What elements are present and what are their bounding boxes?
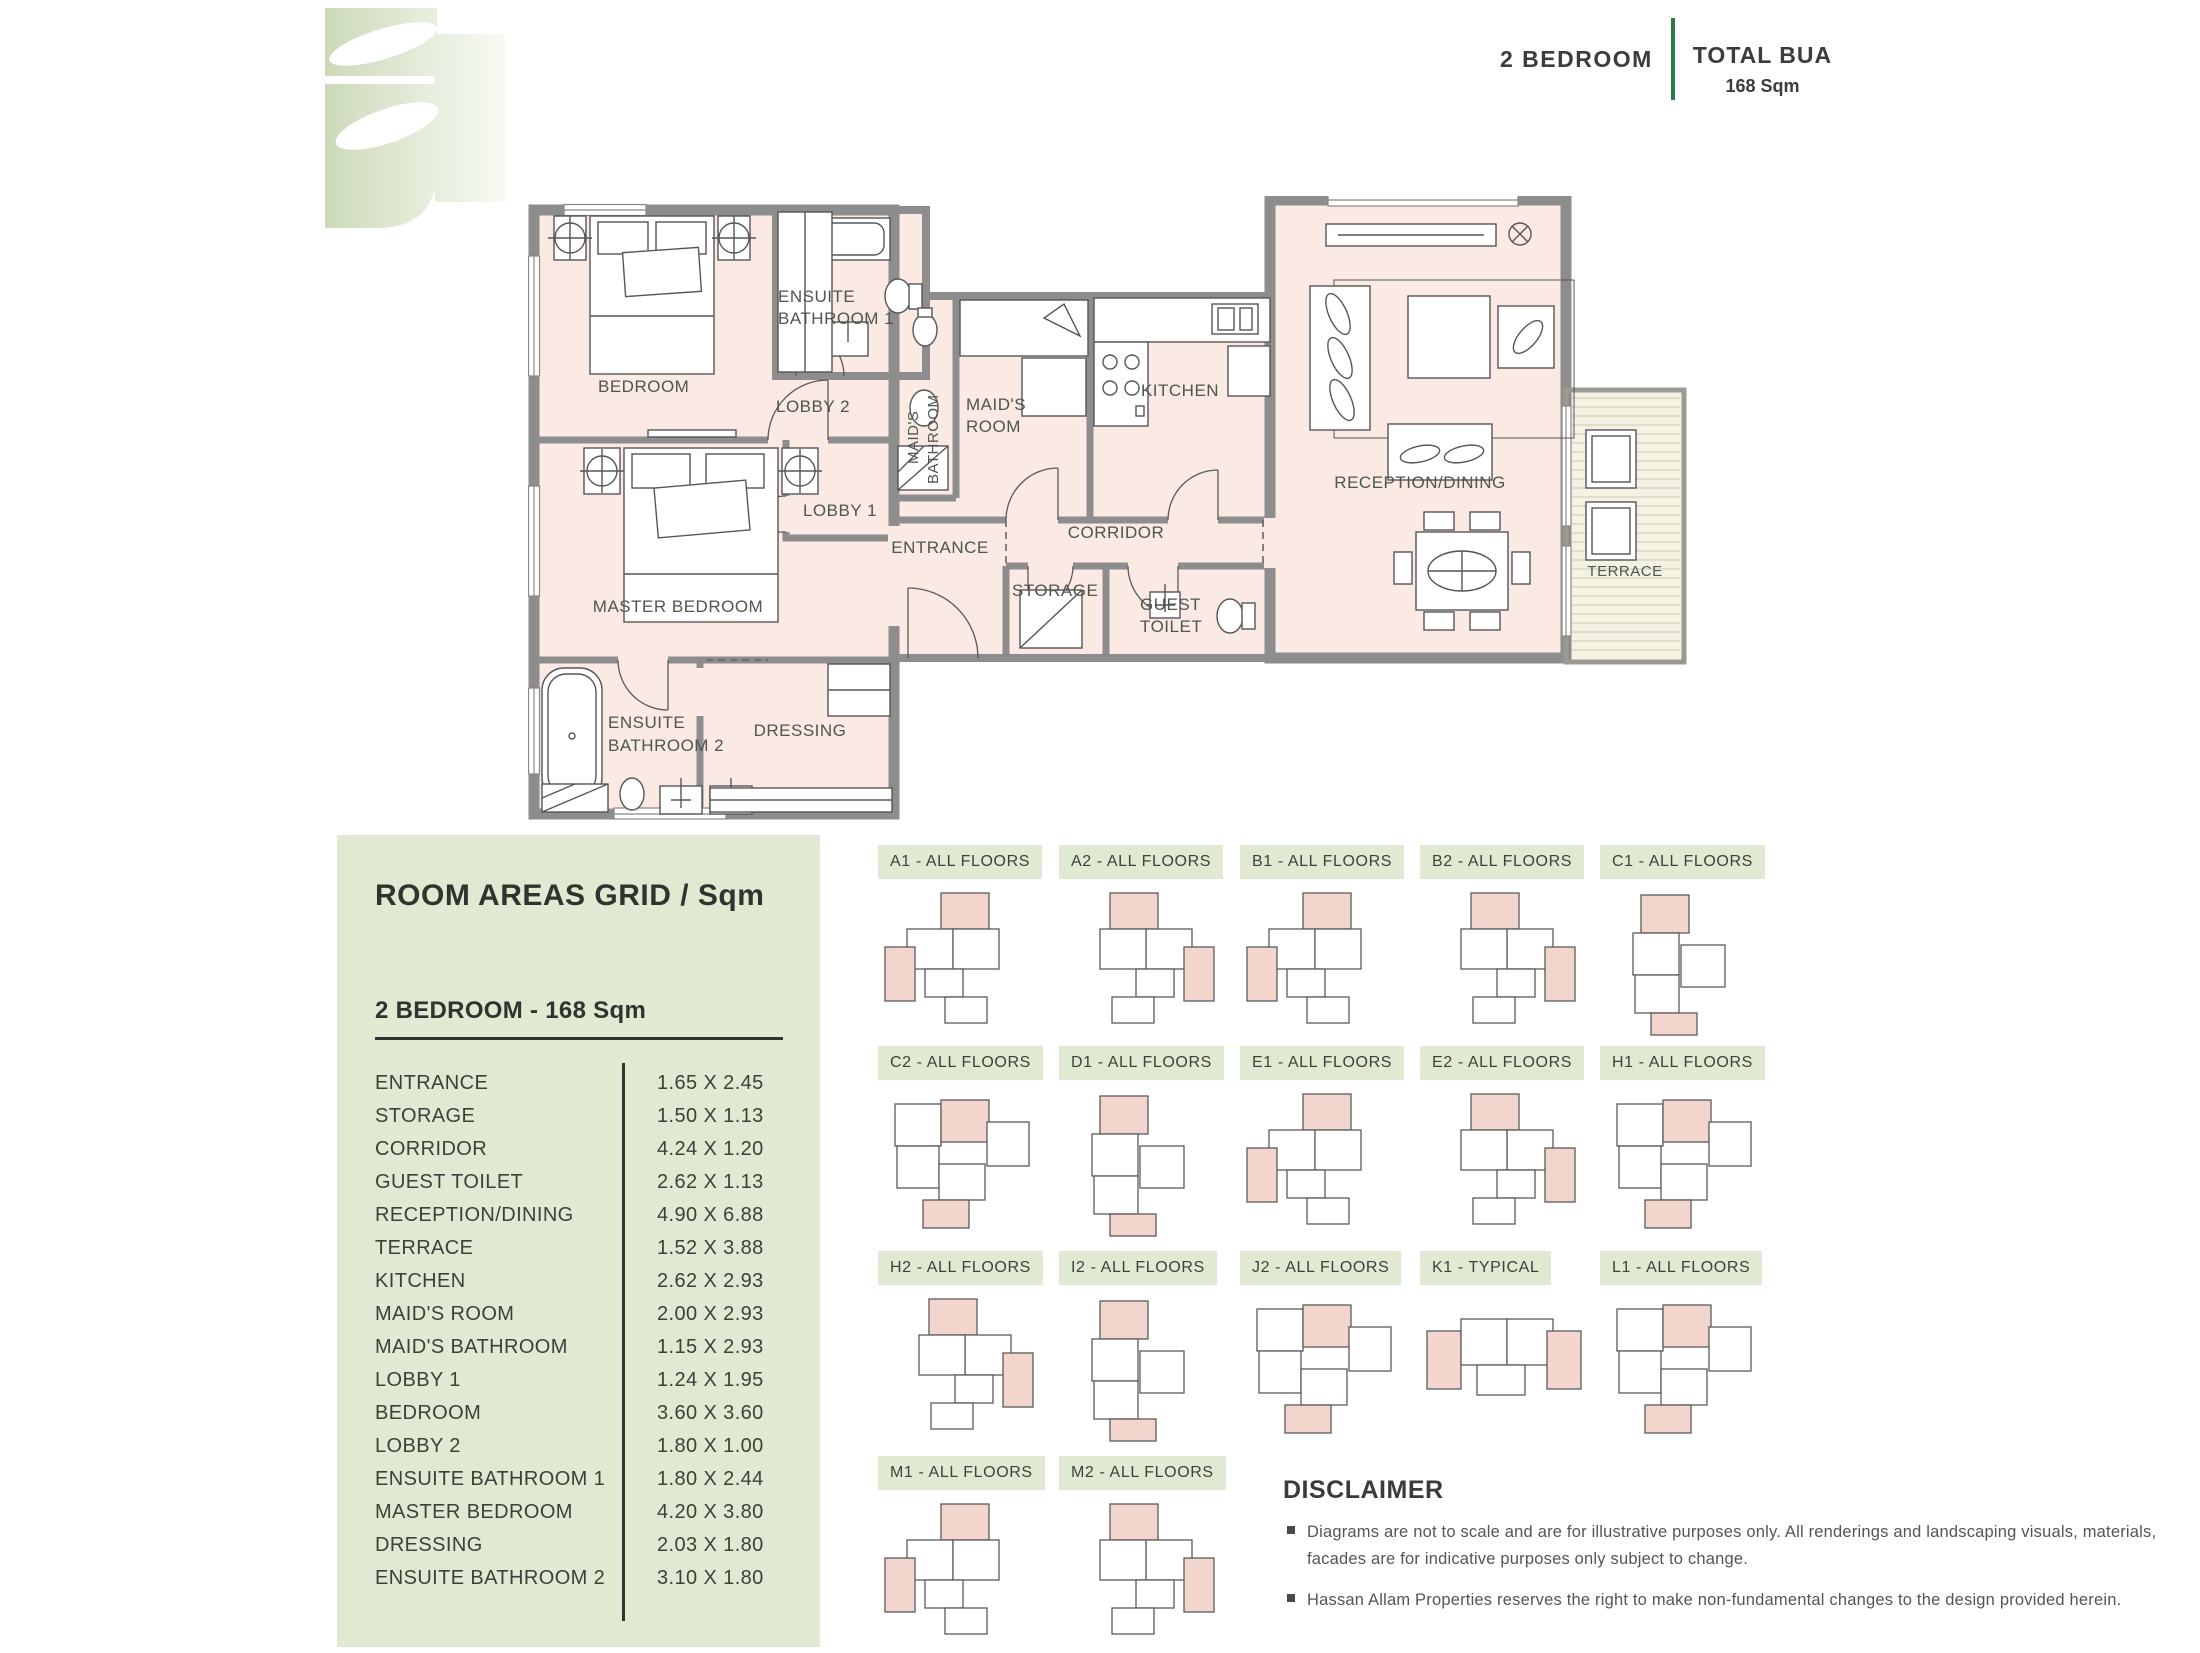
label-ensuite1-line1: ENSUITE (778, 287, 856, 306)
room-area-row (375, 1331, 783, 1364)
room-areas-table (375, 1067, 783, 1595)
room-dimensions: 1.52 X 3.88 (657, 1237, 764, 1259)
unit-plan-cell (878, 1046, 1059, 1238)
disclaimer-item (1283, 1587, 2200, 1614)
room-area-row (375, 1364, 783, 1397)
room-area-row (375, 1496, 783, 1529)
room-area-row (375, 1265, 783, 1298)
unit-plan-cell (1420, 1046, 1601, 1238)
unit-footprint-diagram (1059, 1088, 1229, 1238)
disclaimer-text: Diagrams are not to scale and are for illustrative purposes only. All renderings and landscaping visuals, materials, facades are for indicative purposes only subject to change. (1307, 1523, 2157, 1569)
unit-footprint-diagram (1059, 1498, 1229, 1648)
unit-plan-label: C1 - ALL FLOORS (1600, 845, 1765, 879)
room-area-row (375, 1430, 783, 1463)
unit-plan-label: H2 - ALL FLOORS (878, 1251, 1043, 1285)
brand-leaf-logo (325, 8, 505, 230)
unit-footprint-diagram (1059, 887, 1229, 1037)
label-kitchen: KITCHEN (1140, 381, 1220, 400)
total-bua-block (1693, 42, 1832, 97)
room-area-row (375, 1232, 783, 1265)
unit-plan-label: A1 - ALL FLOORS (878, 845, 1042, 879)
room-areas-title: ROOM AREAS GRID / Sqm (375, 879, 765, 912)
logo-fade-block (435, 34, 505, 202)
label-maids-room-line1: MAID'S (966, 395, 1027, 414)
unit-footprint-diagram (878, 1293, 1048, 1443)
room-dimensions: 3.60 X 3.60 (657, 1402, 764, 1424)
header-divider-bar (1671, 18, 1675, 100)
room-dimensions: 1.80 X 2.44 (657, 1468, 764, 1490)
label-reception-dining: RECEPTION/DINING (1334, 473, 1506, 492)
label-corridor: CORRIDOR (1067, 523, 1165, 542)
room-name: ENSUITE BATHROOM 1 (375, 1468, 606, 1490)
subtitle-underline (375, 1037, 783, 1040)
unit-plan-label: A2 - ALL FLOORS (1059, 845, 1223, 879)
unit-plan-cell (1240, 1251, 1421, 1443)
unit-footprint-diagram (1600, 1293, 1770, 1443)
room-name: RECEPTION/DINING (375, 1204, 574, 1226)
room-area-row (375, 1529, 783, 1562)
room-area-row (375, 1397, 783, 1430)
unit-footprint-diagram (1240, 1088, 1410, 1238)
unit-plan-cell (1240, 845, 1421, 1037)
unit-plan-label: E1 - ALL FLOORS (1240, 1046, 1404, 1080)
label-master-bedroom: MASTER BEDROOM (592, 597, 764, 616)
room-dimensions: 3.10 X 1.80 (657, 1567, 764, 1589)
unit-plan-label: K1 - TYPICAL (1420, 1251, 1551, 1285)
unit-footprint-diagram (1420, 1088, 1590, 1238)
unit-plan-cell (1059, 1251, 1240, 1443)
disclaimer-section (1283, 1476, 2200, 1615)
label-lobby1: LOBBY 1 (802, 501, 878, 520)
room-areas-panel (337, 835, 820, 1647)
unit-plan-cell (878, 1251, 1059, 1443)
room-areas-subtitle: 2 BEDROOM - 168 Sqm (375, 997, 647, 1024)
corridor-reception-opening (1264, 518, 1276, 568)
unit-plan-cell (1600, 1251, 1781, 1443)
floor-plan (528, 196, 1692, 826)
disclaimer-list (1283, 1519, 2200, 1615)
room-dimensions: 4.90 X 6.88 (657, 1204, 764, 1226)
unit-footprint-diagram (1240, 887, 1410, 1037)
room-name: ENTRANCE (375, 1072, 489, 1094)
unit-footprint-diagram (1059, 1293, 1229, 1443)
room-dimensions: 1.24 X 1.95 (657, 1369, 764, 1391)
unit-plan-label: B1 - ALL FLOORS (1240, 845, 1404, 879)
unit-plan-cell (1600, 845, 1781, 1037)
unit-plan-cell (1059, 845, 1240, 1037)
room-name: LOBBY 2 (375, 1435, 461, 1457)
unit-plan-label: I2 - ALL FLOORS (1059, 1251, 1217, 1285)
room-dimensions: 2.03 X 1.80 (657, 1534, 764, 1556)
label-dressing: DRESSING (753, 721, 847, 740)
unit-plan-label: B2 - ALL FLOORS (1420, 845, 1584, 879)
label-lobby2: LOBBY 2 (776, 397, 851, 416)
room-dimensions: 2.62 X 2.93 (657, 1270, 764, 1292)
room-area-row (375, 1166, 783, 1199)
room-name: KITCHEN (375, 1270, 466, 1292)
unit-plan-label: D1 - ALL FLOORS (1059, 1046, 1224, 1080)
unit-footprint-diagram (878, 887, 1048, 1037)
unit-plan-label: E2 - ALL FLOORS (1420, 1046, 1584, 1080)
room-area-row (375, 1100, 783, 1133)
room-name: DRESSING (375, 1534, 483, 1556)
room-dimensions: 1.15 X 2.93 (657, 1336, 764, 1358)
unit-type-label: 2 BEDROOM (1500, 46, 1653, 72)
label-ensuite2-line1: ENSUITE (608, 713, 686, 732)
room-name: TERRACE (375, 1237, 474, 1259)
room-name: MASTER BEDROOM (375, 1501, 573, 1523)
label-entrance: ENTRANCE (891, 538, 989, 557)
unit-plan-cell (1059, 1046, 1240, 1238)
room-dimensions: 2.62 X 1.13 (657, 1171, 764, 1193)
unit-plan-cell (1059, 1456, 1240, 1648)
unit-plan-cell (1420, 845, 1601, 1037)
label-bedroom: BEDROOM (598, 377, 690, 396)
room-dimensions: 2.00 X 2.93 (657, 1303, 764, 1325)
room-name: MAID'S ROOM (375, 1303, 515, 1325)
label-guest-toilet-line1: GUEST (1140, 595, 1202, 614)
disclaimer-item (1283, 1519, 2200, 1573)
unit-footprint-diagram (1600, 887, 1770, 1037)
unit-footprint-diagram (1420, 1293, 1590, 1443)
bullet-square-icon (1287, 1594, 1295, 1602)
unit-footprint-diagram (1600, 1088, 1770, 1238)
room-dimensions: 1.65 X 2.45 (657, 1072, 764, 1094)
unit-plan-cell (1240, 1046, 1421, 1238)
room-name: CORRIDOR (375, 1138, 488, 1160)
unit-plan-cell (1420, 1251, 1601, 1443)
label-maids-bathroom-line1: MAID'S (905, 410, 922, 464)
label-ensuite1-line2: BATHROOM 1 (778, 309, 895, 328)
room-name: MAID'S BATHROOM (375, 1336, 568, 1358)
label-guest-toilet-line2: TOILET (1140, 617, 1203, 636)
unit-plan-label: M2 - ALL FLOORS (1059, 1456, 1226, 1490)
room-area-row (375, 1298, 783, 1331)
label-maids-bathroom-line2: BATHROOM (925, 394, 942, 484)
room-name: ENSUITE BATHROOM 2 (375, 1567, 606, 1589)
unit-plan-cell (878, 845, 1059, 1037)
unit-footprint-diagram (878, 1498, 1048, 1648)
unit-footprint-diagram (1420, 887, 1590, 1037)
room-name: BEDROOM (375, 1402, 482, 1424)
unit-plan-cell (1600, 1046, 1781, 1238)
unit-plan-label: H1 - ALL FLOORS (1600, 1046, 1765, 1080)
unit-plan-label: M1 - ALL FLOORS (878, 1456, 1045, 1490)
disclaimer-title: DISCLAIMER (1283, 1476, 1444, 1504)
unit-footprint-diagram (878, 1088, 1048, 1238)
room-name: GUEST TOILET (375, 1171, 524, 1193)
room-area-row (375, 1199, 783, 1232)
room-name: LOBBY 1 (375, 1369, 461, 1391)
total-bua-label: TOTAL BUA (1692, 42, 1833, 68)
unit-plan-label: L1 - ALL FLOORS (1600, 1251, 1762, 1285)
unit-footprint-diagram (1240, 1293, 1410, 1443)
room-area-row (375, 1067, 783, 1100)
unit-plan-label: J2 - ALL FLOORS (1240, 1251, 1401, 1285)
bullet-square-icon (1287, 1526, 1295, 1534)
unit-plan-label: C2 - ALL FLOORS (878, 1046, 1043, 1080)
disclaimer-text: Hassan Allam Properties reserves the right to make non-fundamental changes to the design provided herein. (1307, 1591, 2122, 1610)
label-ensuite2-line2: BATHROOM 2 (608, 736, 725, 755)
room-area-row (375, 1562, 783, 1595)
room-area-row (375, 1133, 783, 1166)
label-maids-room-line2: ROOM (966, 417, 1021, 436)
page-header (1500, 18, 1832, 100)
room-area-row (375, 1463, 783, 1496)
unit-plan-cell (878, 1456, 1059, 1648)
room-dimensions: 1.80 X 1.00 (657, 1435, 764, 1457)
total-bua-value: 168 Sqm (1725, 76, 1800, 96)
room-dimensions: 1.50 X 1.13 (657, 1105, 764, 1127)
room-name: STORAGE (375, 1105, 476, 1127)
room-dimensions: 4.20 X 3.80 (657, 1501, 764, 1523)
label-terrace: TERRACE (1587, 563, 1663, 580)
room-dimensions: 4.24 X 1.20 (657, 1138, 764, 1160)
label-storage: STORAGE (1012, 581, 1099, 600)
